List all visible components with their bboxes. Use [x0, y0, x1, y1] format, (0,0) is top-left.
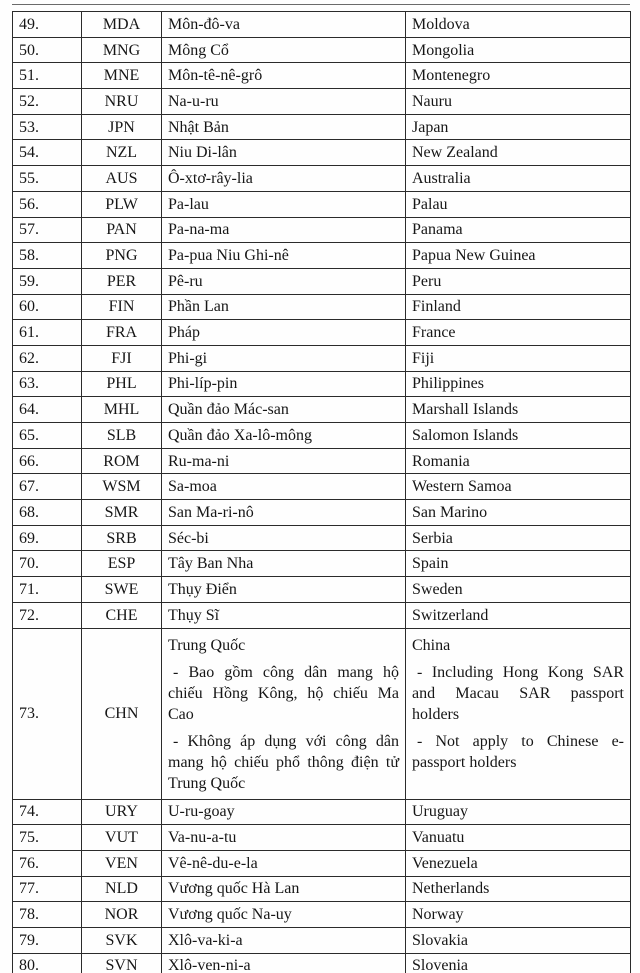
table-row	[13, 628, 631, 799]
country-code-cell: FRA	[82, 320, 162, 346]
english-name-cell: San Marino	[406, 500, 631, 526]
english-note-paragraph: China	[412, 636, 451, 654]
vietnamese-name-cell: Vê-nê-du-e-la	[162, 850, 406, 876]
table-row	[13, 799, 631, 825]
country-table	[12, 11, 631, 973]
vietnamese-name-cell: Sa-moa	[162, 474, 406, 500]
country-code-cell: SRB	[82, 525, 162, 551]
vietnamese-name-cell: Niu Di-lân	[162, 140, 406, 166]
english-name-cell: Peru	[406, 268, 631, 294]
english-name-cell: Fiji	[406, 345, 631, 371]
vietnamese-name-cell: Ru-ma-ni	[162, 448, 406, 474]
row-number-cell: 69.	[13, 525, 82, 551]
table-row	[13, 902, 631, 928]
country-code-cell: PHL	[82, 371, 162, 397]
row-number-cell: 66.	[13, 448, 82, 474]
english-name-cell: Norway	[406, 902, 631, 928]
vietnamese-name-cell: Na-u-ru	[162, 89, 406, 115]
table-row	[13, 500, 631, 526]
vietnamese-name-cell: Môn-tê-nê-grô	[162, 63, 406, 89]
table-row	[13, 448, 631, 474]
table-row	[13, 191, 631, 217]
vietnamese-name-cell: Phi-gi	[162, 345, 406, 371]
country-table-body	[13, 12, 631, 973]
country-code-cell: URY	[82, 799, 162, 825]
table-row	[13, 12, 631, 38]
country-code-cell: MNE	[82, 63, 162, 89]
table-row	[13, 825, 631, 851]
english-name-cell: Australia	[406, 166, 631, 192]
country-code-cell: VUT	[82, 825, 162, 851]
country-code-cell: SLB	[82, 423, 162, 449]
vietnamese-name-cell: Xlô-va-ki-a	[162, 927, 406, 953]
table-row	[13, 927, 631, 953]
english-name-cell: Moldova	[406, 12, 631, 38]
country-code-cell: FIN	[82, 294, 162, 320]
vietnamese-name-cell: Thụy Sĩ	[162, 602, 406, 628]
vietnamese-name-cell: U-ru-goay	[162, 799, 406, 825]
english-name-cell: Philippines	[406, 371, 631, 397]
table-row	[13, 371, 631, 397]
row-number-cell: 55.	[13, 166, 82, 192]
vietnamese-name-cell: Pê-ru	[162, 268, 406, 294]
english-name-cell: Salomon Islands	[406, 423, 631, 449]
english-name-cell	[406, 628, 631, 799]
vietnamese-name-cell: San Ma-ri-nô	[162, 500, 406, 526]
vietnamese-name-cell: Quần đảo Mác-san	[162, 397, 406, 423]
vietnamese-name-cell: Pháp	[162, 320, 406, 346]
table-row	[13, 423, 631, 449]
vietnamese-note-paragraph: Trung Quốc	[168, 636, 246, 654]
country-code-cell: VEN	[82, 850, 162, 876]
country-code-cell: NZL	[82, 140, 162, 166]
vietnamese-note-paragraph: - Bao gồm công dân mang hộ chiếu Hồng Kông, hộ chiếu Ma Cao	[168, 663, 399, 723]
row-number-cell: 49.	[13, 12, 82, 38]
row-number-cell: 71.	[13, 577, 82, 603]
english-name-cell: Nauru	[406, 89, 631, 115]
row-number-cell: 72.	[13, 602, 82, 628]
country-code-cell: NLD	[82, 876, 162, 902]
english-name-cell: Marshall Islands	[406, 397, 631, 423]
table-row	[13, 89, 631, 115]
english-name-cell: Switzerland	[406, 602, 631, 628]
row-number-cell: 53.	[13, 114, 82, 140]
table-row	[13, 243, 631, 269]
row-number-cell: 80.	[13, 953, 82, 973]
country-code-cell: SVK	[82, 927, 162, 953]
english-name-cell: Japan	[406, 114, 631, 140]
table-row	[13, 37, 631, 63]
row-number-cell: 67.	[13, 474, 82, 500]
english-name-cell: Serbia	[406, 525, 631, 551]
english-name-cell: Palau	[406, 191, 631, 217]
country-code-cell: NRU	[82, 89, 162, 115]
english-name-cell: Vanuatu	[406, 825, 631, 851]
table-row	[13, 953, 631, 973]
english-name-cell: Romania	[406, 448, 631, 474]
country-code-cell: CHN	[82, 628, 162, 799]
vietnamese-name-cell: Vương quốc Na-uy	[162, 902, 406, 928]
row-number-cell: 62.	[13, 345, 82, 371]
row-number-cell: 52.	[13, 89, 82, 115]
english-name-cell: Netherlands	[406, 876, 631, 902]
table-row	[13, 397, 631, 423]
vietnamese-name-cell: Pa-na-ma	[162, 217, 406, 243]
table-row	[13, 166, 631, 192]
country-code-cell: ESP	[82, 551, 162, 577]
vietnamese-name-cell	[162, 628, 406, 799]
english-name-cell: Finland	[406, 294, 631, 320]
vietnamese-name-cell: Xlô-ven-ni-a	[162, 953, 406, 973]
row-number-cell: 50.	[13, 37, 82, 63]
table-row	[13, 320, 631, 346]
row-number-cell: 77.	[13, 876, 82, 902]
vietnamese-name-cell: Tây Ban Nha	[162, 551, 406, 577]
country-code-cell: JPN	[82, 114, 162, 140]
vietnamese-name-cell: Vương quốc Hà Lan	[162, 876, 406, 902]
english-note-paragraph: - Not apply to Chinese e-passport holders	[412, 732, 624, 771]
vietnamese-name-cell: Phần Lan	[162, 294, 406, 320]
country-code-cell: SVN	[82, 953, 162, 973]
table-row	[13, 474, 631, 500]
vietnamese-name-cell: Phi-líp-pin	[162, 371, 406, 397]
table-row	[13, 577, 631, 603]
english-name-cell: Papua New Guinea	[406, 243, 631, 269]
row-number-cell: 59.	[13, 268, 82, 294]
row-number-cell: 65.	[13, 423, 82, 449]
row-number-cell: 78.	[13, 902, 82, 928]
country-code-cell: AUS	[82, 166, 162, 192]
country-code-cell: WSM	[82, 474, 162, 500]
country-code-cell: NOR	[82, 902, 162, 928]
country-code-cell: MHL	[82, 397, 162, 423]
english-note-paragraph: - Including Hong Kong SAR and Macau SAR passport holders	[412, 663, 624, 723]
row-number-cell: 51.	[13, 63, 82, 89]
row-number-cell: 60.	[13, 294, 82, 320]
vietnamese-name-cell: Thụy Điển	[162, 577, 406, 603]
table-row	[13, 140, 631, 166]
row-number-cell: 74.	[13, 799, 82, 825]
table-row	[13, 345, 631, 371]
table-row	[13, 268, 631, 294]
row-number-cell: 54.	[13, 140, 82, 166]
previous-row-border-remnant	[12, 4, 630, 5]
row-number-cell: 56.	[13, 191, 82, 217]
english-name-cell: Sweden	[406, 577, 631, 603]
country-code-cell: MDA	[82, 12, 162, 38]
row-number-cell: 58.	[13, 243, 82, 269]
english-name-cell: Slovakia	[406, 927, 631, 953]
vietnamese-name-cell: Va-nu-a-tu	[162, 825, 406, 851]
country-code-cell: PLW	[82, 191, 162, 217]
country-code-cell: ROM	[82, 448, 162, 474]
english-name-cell: New Zealand	[406, 140, 631, 166]
english-name-cell: Spain	[406, 551, 631, 577]
table-row	[13, 294, 631, 320]
english-name-cell: Slovenia	[406, 953, 631, 973]
country-code-cell: PNG	[82, 243, 162, 269]
english-name-cell: Panama	[406, 217, 631, 243]
vietnamese-name-cell: Nhật Bản	[162, 114, 406, 140]
english-name-cell: France	[406, 320, 631, 346]
row-number-cell: 68.	[13, 500, 82, 526]
english-name-cell: Venezuela	[406, 850, 631, 876]
country-code-cell: SWE	[82, 577, 162, 603]
country-code-cell: PAN	[82, 217, 162, 243]
table-row	[13, 114, 631, 140]
english-name-cell: Uruguay	[406, 799, 631, 825]
country-code-cell: SMR	[82, 500, 162, 526]
table-row	[13, 217, 631, 243]
row-number-cell: 57.	[13, 217, 82, 243]
vietnamese-name-cell: Mông Cổ	[162, 37, 406, 63]
english-name-cell: Montenegro	[406, 63, 631, 89]
table-row	[13, 876, 631, 902]
row-number-cell: 73.	[13, 628, 82, 799]
vietnamese-name-cell: Pa-lau	[162, 191, 406, 217]
english-name-cell: Western Samoa	[406, 474, 631, 500]
row-number-cell: 70.	[13, 551, 82, 577]
row-number-cell: 75.	[13, 825, 82, 851]
table-row	[13, 850, 631, 876]
row-number-cell: 64.	[13, 397, 82, 423]
vietnamese-name-cell: Séc-bi	[162, 525, 406, 551]
table-row	[13, 525, 631, 551]
table-row	[13, 63, 631, 89]
country-code-cell: FJI	[82, 345, 162, 371]
vietnamese-name-cell: Ô-xtơ-rây-lia	[162, 166, 406, 192]
vietnamese-name-cell: Môn-đô-va	[162, 12, 406, 38]
table-row	[13, 551, 631, 577]
vietnamese-name-cell: Pa-pua Niu Ghi-nê	[162, 243, 406, 269]
country-code-cell: MNG	[82, 37, 162, 63]
english-name-cell: Mongolia	[406, 37, 631, 63]
vietnamese-name-cell: Quần đảo Xa-lô-mông	[162, 423, 406, 449]
table-row	[13, 602, 631, 628]
row-number-cell: 63.	[13, 371, 82, 397]
row-number-cell: 79.	[13, 927, 82, 953]
vietnamese-note-paragraph: - Không áp dụng với công dân mang hộ chiếu phổ thông điện tử Trung Quốc	[168, 732, 399, 792]
row-number-cell: 61.	[13, 320, 82, 346]
country-code-cell: CHE	[82, 602, 162, 628]
row-number-cell: 76.	[13, 850, 82, 876]
country-code-cell: PER	[82, 268, 162, 294]
